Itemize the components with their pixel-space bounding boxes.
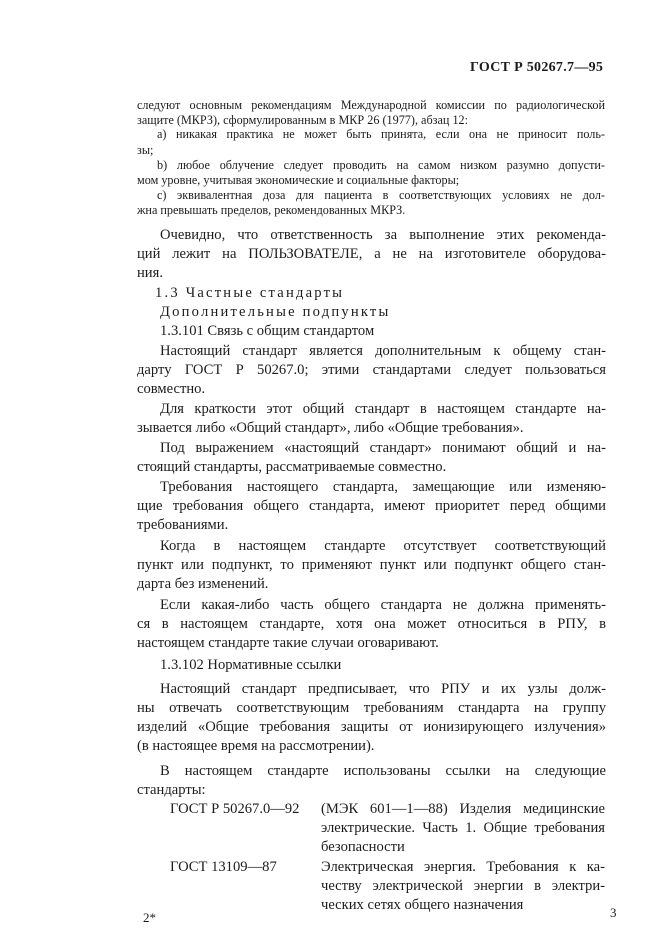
reference-title: безопасности bbox=[321, 839, 405, 855]
paragraph-line: дарту ГОСТ Р 50267.0; этими стандартами следует пользоваться bbox=[137, 362, 606, 378]
reference-title: ческих сетях общего назначения bbox=[321, 897, 524, 913]
clause-heading: 1.3.101 Связь с общим стандартом bbox=[160, 323, 375, 339]
list-item-a: а) никакая практика не может быть принята, если она не приносит поль- bbox=[157, 127, 605, 141]
paragraph-line: Настоящий стандарт является дополнительным к общему стан- bbox=[160, 343, 606, 359]
list-item-b: b) любое облучение следует проводить на самом низком разумно допусти- bbox=[157, 158, 605, 172]
list-item-c: с) эквивалентная доза для пациента в соответствующих условиях не дол- bbox=[157, 188, 605, 202]
paragraph-line: дарта без изменений. bbox=[137, 576, 269, 592]
responsibility-line: ния. bbox=[137, 265, 163, 281]
reference-code: ГОСТ 13109—87 bbox=[170, 859, 277, 875]
intro-line: следуют основным рекомендациям Международной комиссии по радиологической bbox=[137, 98, 605, 112]
paragraph-line: стоящий стандарты, рассматриваемые совместно. bbox=[137, 459, 447, 475]
paragraph-line: настоящем стандарте такие случаи оговаривают. bbox=[137, 635, 439, 651]
paragraph-line: Требования настоящего стандарта, замещающие или изменяю- bbox=[160, 479, 606, 495]
page-header: ГОСТ Р 50267.7—95 bbox=[470, 60, 604, 75]
paragraph-line: стандарты: bbox=[137, 782, 206, 798]
paragraph-line: зывается либо «Общий стандарт», либо «Общие требования». bbox=[137, 420, 524, 436]
subsection-heading: Дополнительные подпункты bbox=[160, 304, 391, 320]
paragraph-line: ны отвечать соответствующим требованиям стандарта на группу bbox=[137, 700, 606, 716]
reference-title: Электрическая энергия. Требования к ка- bbox=[321, 859, 605, 875]
footer-signature: 2* bbox=[143, 910, 156, 925]
paragraph-line: Если какая-либо часть общего стандарта не должна применять- bbox=[160, 597, 606, 613]
reference-title: честву электрической энергии в электри- bbox=[321, 878, 605, 894]
paragraph-line: Когда в настоящем стандарте отсутствует соответствующий bbox=[160, 538, 606, 554]
paragraph-line: В настоящем стандарте использованы ссылки на следующие bbox=[160, 763, 606, 779]
paragraph-line: совместно. bbox=[137, 381, 206, 397]
intro-line: защите (МКРЗ), сформулированным в МКР 26 (1977), абзац 12: bbox=[137, 113, 469, 127]
paragraph-line: (в настоящее время на рассмотрении). bbox=[137, 738, 375, 754]
reference-title: электрические. Часть 1. Общие требования bbox=[321, 820, 605, 836]
reference-title: (МЭК 601—1—88) Изделия медицинские bbox=[321, 801, 605, 817]
responsibility-line: Очевидно, что ответственность за выполнение этих рекоменда- bbox=[160, 227, 606, 243]
paragraph-line: требованиями. bbox=[137, 517, 229, 533]
reference-code: ГОСТ Р 50267.0—92 bbox=[170, 801, 300, 817]
responsibility-line: ций лежит на ПОЛЬЗОВАТЕЛЕ, а не на изготовителе оборудова- bbox=[137, 246, 606, 262]
list-item-a-cont: зы; bbox=[137, 143, 154, 157]
paragraph-line: Для краткости этот общий стандарт в настоящем стандарте на- bbox=[160, 401, 606, 417]
page-number: 3 bbox=[610, 905, 617, 920]
paragraph-line: Под выражением «настоящий стандарт» понимают общий и на- bbox=[160, 440, 606, 456]
section-heading: 1.3 Частные стандарты bbox=[155, 285, 345, 301]
paragraph-line: Настоящий стандарт предписывает, что РПУ и их узлы долж- bbox=[160, 681, 606, 697]
list-item-b-cont: мом уровне, учитывая экономические и социальные факторы; bbox=[137, 173, 460, 187]
paragraph-line: ся в настоящем стандарте, хотя она может относиться в РПУ, в bbox=[137, 616, 606, 632]
paragraph-line: изделий «Общие требования защиты от ионизирующего излучения» bbox=[137, 719, 606, 735]
list-item-c-cont: жна превышать пределов, рекомендованных МКРЗ. bbox=[137, 203, 406, 217]
paragraph-line: щие требования общего стандарта, имеют приоритет перед общими bbox=[137, 498, 606, 514]
paragraph-line: пункт или подпункт, то применяют пункт или подпункт общего стан- bbox=[137, 557, 606, 573]
clause-heading: 1.3.102 Нормативные ссылки bbox=[160, 657, 342, 673]
